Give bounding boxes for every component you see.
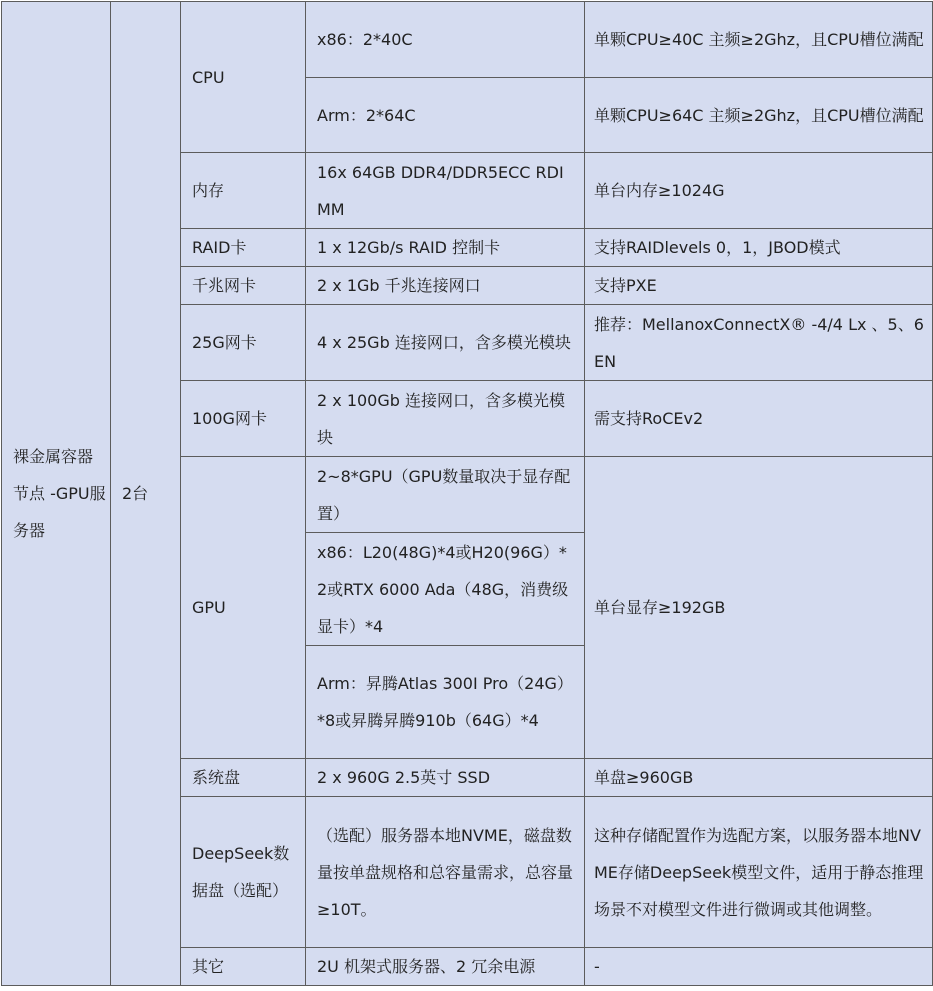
spec-cell-nic-25g: 4 x 25Gb 连接网口，含多模光模块: [306, 305, 585, 381]
requirement-cell-raid: 支持RAIDlevels 0，1，JBOD模式: [585, 229, 933, 267]
requirement-cell-deepseek-disk: 这种存储配置作为选配方案，以服务器本地NVME存储DeepSeek模型文件，适用于静态推理场景不对模型文件进行微调或其他调整。: [585, 797, 933, 948]
server-spec-table: [1, 1, 933, 986]
requirement-cell-gpu: 单台显存≥192GB: [585, 457, 933, 759]
component-label-cpu: CPU: [181, 2, 306, 153]
requirement-cell-other: -: [585, 948, 933, 986]
server-name-cell: 裸金属容器节点 -GPU服务器: [2, 2, 111, 986]
component-label-gpu: GPU: [181, 457, 306, 759]
component-label-nic-1g: 千兆网卡: [181, 267, 306, 305]
requirement-cell-nic-25g: 推荐：MellanoxConnectX® -4/4 Lx 、5、6 EN: [585, 305, 933, 381]
spec-cell-cpu-x86: x86：2*40C: [306, 2, 585, 78]
component-label-memory: 内存: [181, 153, 306, 229]
component-label-deepseek-disk: DeepSeek数据盘（选配）: [181, 797, 306, 948]
requirement-cell-cpu-x86: 单颗CPU≥40C 主频≥2Ghz，且CPU槽位满配: [585, 2, 933, 78]
component-label-nic-25g: 25G网卡: [181, 305, 306, 381]
spec-cell-cpu-arm: Arm：2*64C: [306, 78, 585, 153]
spec-cell-raid: 1 x 12Gb/s RAID 控制卡: [306, 229, 585, 267]
requirement-cell-cpu-arm: 单颗CPU≥64C 主频≥2Ghz，且CPU槽位满配: [585, 78, 933, 153]
spec-cell-system-disk: 2 x 960G 2.5英寸 SSD: [306, 759, 585, 797]
requirement-cell-nic-1g: 支持PXE: [585, 267, 933, 305]
requirement-cell-system-disk: 单盘≥960GB: [585, 759, 933, 797]
component-label-nic-100g: 100G网卡: [181, 381, 306, 457]
spec-cell-memory: 16x 64GB DDR4/DDR5ECC RDIMM: [306, 153, 585, 229]
spec-cell-gpu-count: 2~8*GPU（GPU数量取决于显存配置）: [306, 457, 585, 533]
component-label-raid: RAID卡: [181, 229, 306, 267]
spec-cell-other: 2U 机架式服务器、2 冗余电源: [306, 948, 585, 986]
spec-cell-nic-1g: 2 x 1Gb 千兆连接网口: [306, 267, 585, 305]
requirement-cell-memory: 单台内存≥1024G: [585, 153, 933, 229]
table-row: [2, 2, 933, 78]
spec-cell-gpu-arm: Arm：昇腾Atlas 300I Pro（24G）*8或昇腾昇腾910b（64G）*4: [306, 646, 585, 759]
requirement-cell-nic-100g: 需支持RoCEv2: [585, 381, 933, 457]
spec-cell-gpu-x86: x86：L20(48G)*4或H20(96G）*2或RTX 6000 Ada（48G，消费级显卡）*4: [306, 533, 585, 646]
component-label-system-disk: 系统盘: [181, 759, 306, 797]
spec-cell-nic-100g: 2 x 100Gb 连接网口，含多模光模块: [306, 381, 585, 457]
spec-cell-deepseek-disk: （选配）服务器本地NVME，磁盘数量按单盘规格和总容量需求，总容量≥10T。: [306, 797, 585, 948]
server-quantity-cell: 2台: [111, 2, 181, 986]
component-label-other: 其它: [181, 948, 306, 986]
